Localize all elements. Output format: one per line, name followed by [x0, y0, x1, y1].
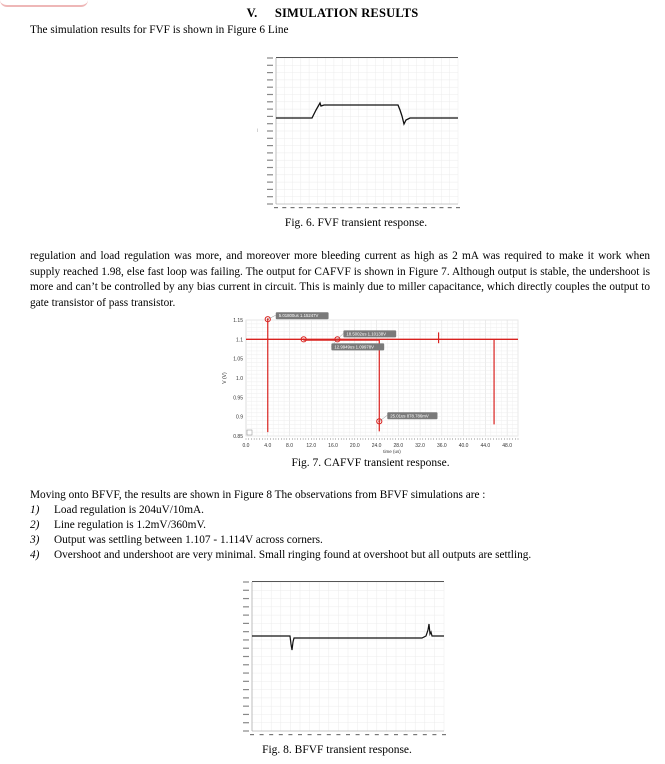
- y-tick-mark: [267, 138, 273, 139]
- x-tick-mark: [413, 734, 417, 735]
- fig7-x-tick-label: 32.0: [415, 443, 425, 449]
- list-item: 1) Load regulation is 204uV/10mA.: [30, 504, 204, 516]
- list-item: 4) Overshoot and undershoot are very minimal. Small ringing found at overshoot but all outputs are settling.: [30, 549, 532, 561]
- x-tick-mark: [356, 734, 360, 735]
- fig7-x-tick-label: 40.0: [458, 443, 469, 449]
- x-tick-mark: [448, 207, 452, 208]
- x-tick-mark: [456, 207, 460, 208]
- fig7-annotation-label: 12.9949us 1.09978V: [334, 344, 375, 350]
- observation-list: [30, 503, 650, 563]
- x-tick-mark: [439, 207, 443, 208]
- y-tick-mark: [243, 706, 249, 707]
- fig7-ylabel: V (V): [222, 372, 228, 384]
- x-tick-mark: [423, 207, 427, 208]
- y-tick-mark: [267, 94, 273, 95]
- fig7-annotation-label: 25.01us 878.786mV: [390, 413, 429, 419]
- intro-text: The simulation results for FVF is shown in Figure 6 Line: [30, 24, 289, 36]
- y-tick-mark: [267, 101, 273, 102]
- x-tick-mark: [415, 207, 419, 208]
- y-tick-mark: [267, 182, 273, 183]
- paragraph-3: Moving onto BFVF, the results are shown in Figure 8 The observations from BFVF simulations are :: [30, 489, 486, 501]
- x-tick-mark: [274, 207, 278, 208]
- y-tick-mark: [243, 590, 249, 591]
- y-tick-mark: [267, 72, 273, 73]
- x-tick-mark: [288, 734, 292, 735]
- fig7-y-tick-label: 0.95: [233, 395, 243, 402]
- y-tick-mark: [267, 57, 273, 58]
- x-tick-mark: [432, 734, 436, 735]
- y-tick-mark: [267, 123, 273, 124]
- x-tick-mark: [394, 734, 398, 735]
- y-tick-mark: [243, 639, 249, 640]
- y-tick-mark: [267, 65, 273, 66]
- fig7-x-tick-label: 20.0: [349, 443, 360, 449]
- fig7-caption: Fig. 7. CAFVF transient response.: [291, 457, 450, 469]
- y-tick-mark: [243, 656, 249, 657]
- x-tick-mark: [406, 207, 410, 208]
- x-tick-mark: [384, 734, 388, 735]
- y-tick-mark: [243, 598, 249, 599]
- x-tick-mark: [317, 734, 321, 735]
- y-tick-mark: [267, 167, 273, 168]
- fig7-x-tick-label: 48.0: [502, 443, 512, 449]
- fig6-ylabel-mark: —: [255, 128, 259, 132]
- x-tick-mark: [373, 207, 377, 208]
- x-tick-mark: [365, 207, 369, 208]
- y-tick-mark: [267, 109, 273, 110]
- x-tick-mark: [340, 207, 344, 208]
- y-tick-mark: [243, 722, 249, 723]
- x-tick-mark: [279, 734, 283, 735]
- fig7-marker-dot: [303, 338, 305, 340]
- y-tick-mark: [267, 160, 273, 161]
- fig7-y-tick-label: 0.85: [233, 434, 243, 440]
- x-tick-mark: [382, 207, 386, 208]
- fig7-y-tick-label: 1.15: [233, 318, 243, 324]
- x-tick-mark: [307, 207, 311, 208]
- y-tick-mark: [267, 87, 273, 88]
- fig8-chart: [222, 578, 452, 742]
- x-tick-mark: [269, 734, 273, 735]
- fig8-background: [222, 578, 452, 742]
- y-tick-mark: [243, 697, 249, 698]
- y-tick-mark: [243, 681, 249, 682]
- x-tick-mark: [336, 734, 340, 735]
- section-heading: [0, 6, 665, 21]
- fig7-x-tick-label: 12.0: [306, 443, 317, 449]
- x-tick-mark: [250, 734, 254, 735]
- x-tick-mark: [357, 207, 361, 208]
- x-tick-mark: [442, 734, 446, 735]
- paragraph-2: regulation and load regulation was more, and moreover more bleeding current as high as 2 mA was required to make it work when supply reached 1.98, else fast loop was failing. The output for CAFVF is shown in Figure 7. Although output is stable, the undershoot is more and can’t be controlled by any bias current in circuit. This is mainly due to miller capacitance, which directly couples the output to gate transistor of pass transistor.: [30, 250, 650, 309]
- y-tick-mark: [267, 189, 273, 190]
- fig7-x-tick-label: 4.0: [264, 443, 272, 449]
- fig8-caption: Fig. 8. BFVF transient response.: [262, 744, 412, 756]
- x-tick-mark: [308, 734, 312, 735]
- y-tick-mark: [243, 581, 249, 582]
- fig7-annotation-label: 18.5002us 1.10138V: [346, 331, 387, 337]
- fig7-annotation-label: 5.01800us 1.15247V: [278, 313, 319, 319]
- y-tick-mark: [243, 689, 249, 690]
- fig7-x-tick-label: 36.0: [436, 443, 447, 449]
- y-tick-mark: [243, 623, 249, 624]
- fig7-x-tick-label: 28.0: [393, 443, 404, 449]
- fig6-caption: Fig. 6. FVF transient response.: [284, 217, 428, 229]
- fig7-x-tick-label: 0.0: [242, 443, 250, 449]
- x-tick-mark: [390, 207, 394, 208]
- x-tick-mark: [282, 207, 286, 208]
- x-tick-mark: [365, 734, 369, 735]
- fig7-xlabel: time (us): [383, 449, 401, 454]
- fig7-x-tick-label: 24.0: [371, 443, 382, 449]
- fig7-corner-box: [247, 430, 252, 435]
- section-number: V.: [246, 6, 258, 20]
- x-tick-mark: [404, 734, 408, 735]
- y-tick-mark: [267, 145, 273, 146]
- y-tick-mark: [243, 615, 249, 616]
- fig7-y-tick-label: 1.1: [236, 337, 243, 344]
- x-tick-mark: [327, 734, 331, 735]
- x-tick-mark: [431, 207, 435, 208]
- fig7-x-tick-label: 16.0: [328, 443, 338, 449]
- y-tick-mark: [267, 174, 273, 175]
- fig7-y-tick-label: 1.05: [233, 356, 243, 363]
- y-tick-mark: [243, 631, 249, 632]
- fig6-grid: [276, 58, 458, 204]
- y-tick-mark: [243, 606, 249, 607]
- fig7-chart: [218, 313, 523, 456]
- fig7-y-tick-label: 0.9: [236, 414, 243, 421]
- y-tick-mark: [267, 152, 273, 153]
- fig6-chart: [246, 54, 466, 216]
- y-tick-mark: [267, 196, 273, 197]
- y-tick-mark: [267, 116, 273, 117]
- x-tick-mark: [398, 207, 402, 208]
- y-tick-mark: [267, 203, 273, 204]
- list-item: 2) Line regulation is 1.2mV/360mV.: [30, 519, 206, 531]
- x-tick-mark: [348, 207, 352, 208]
- x-tick-mark: [423, 734, 427, 735]
- x-tick-mark: [291, 207, 295, 208]
- y-tick-mark: [243, 648, 249, 649]
- x-tick-mark: [260, 734, 264, 735]
- fig7-x-tick-label: 44.0: [480, 443, 491, 449]
- x-tick-mark: [315, 207, 319, 208]
- x-tick-mark: [346, 734, 350, 735]
- x-tick-mark: [375, 734, 379, 735]
- x-tick-mark: [299, 207, 303, 208]
- y-tick-mark: [243, 664, 249, 665]
- x-tick-mark: [332, 207, 336, 208]
- fig7-x-tick-label: 8.0: [286, 443, 293, 449]
- x-tick-mark: [324, 207, 328, 208]
- y-tick-mark: [243, 730, 249, 731]
- y-tick-mark: [243, 714, 249, 715]
- y-tick-mark: [267, 79, 273, 80]
- y-tick-mark: [243, 672, 249, 673]
- fig7-y-tick-label: 1.0: [236, 376, 243, 382]
- section-title: SIMULATION RESULTS: [274, 6, 419, 20]
- y-tick-mark: [267, 130, 273, 131]
- fig8-grid: [252, 582, 444, 731]
- list-item: 3) Output was settling between 1.107 - 1.114V across corners.: [30, 534, 323, 546]
- x-tick-mark: [298, 734, 302, 735]
